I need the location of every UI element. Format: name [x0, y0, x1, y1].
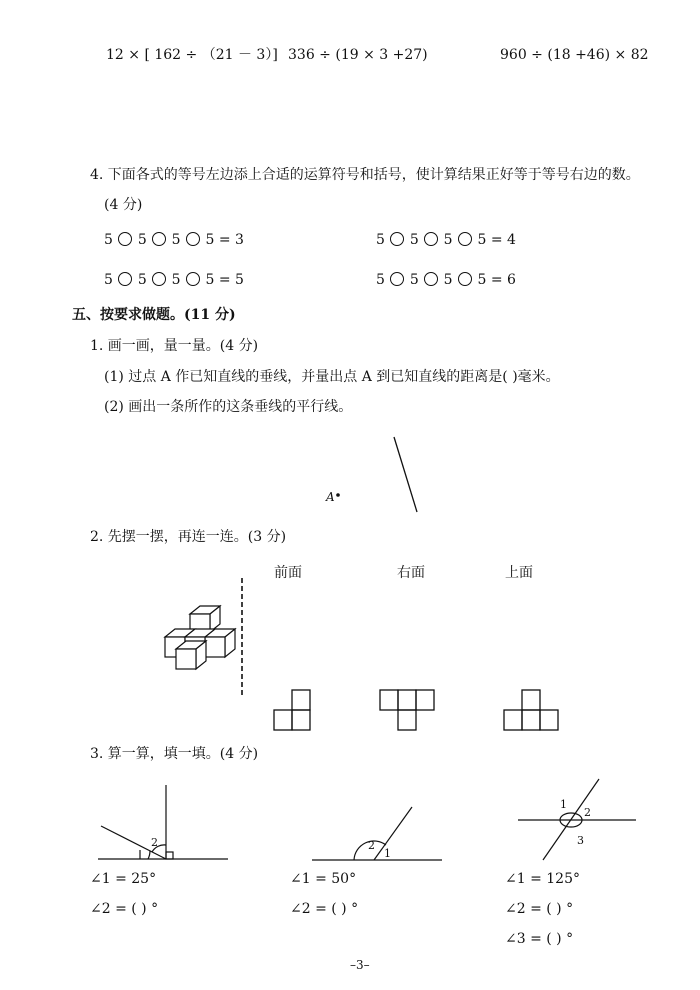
q4-text: 4. 下面各式的等号左边添上合适的运算符号和括号，使计算结果正好等于等号右边的数。	[90, 167, 640, 183]
angle-figure-1	[98, 785, 228, 859]
fig1-label-2: 2	[151, 836, 158, 849]
col3-angle3[interactable]: ∠3 = ( ) °	[505, 931, 574, 947]
fig2-label-2: 2	[368, 839, 375, 852]
q5-2-title: 2. 先摆一摆，再连一连。(3 分)	[90, 529, 287, 545]
view-label-front: 前面	[274, 565, 302, 581]
expression-1: 12 × [ 162 ÷ （21 － 3）]	[106, 47, 278, 63]
section5-title: 五、按要求做题。(11 分)	[72, 307, 236, 323]
equation-3: 5 5 5 5 = 5	[104, 272, 244, 288]
equation-2: 5 5 5 5 = 4	[376, 232, 516, 248]
fig3-label-2: 2	[584, 806, 591, 819]
view-top	[504, 690, 558, 730]
view-label-top: 上面	[505, 565, 533, 581]
col2-angle1: ∠1 = 50°	[290, 871, 357, 887]
fig2-label-1: 1	[384, 847, 391, 860]
q5-1-part1: (1) 过点 A 作已知直线的垂线，并量出点 A 到已知直线的距离是( )毫米。	[104, 369, 560, 385]
col1-angle1: ∠1 = 25°	[90, 871, 157, 887]
view-right	[380, 690, 434, 730]
point-a-label: A	[326, 490, 335, 504]
col3-angle1: ∠1 = 125°	[505, 871, 580, 887]
cube-assembly	[165, 606, 235, 669]
point-a-dot	[336, 493, 340, 497]
fig3-label-1: 1	[560, 798, 567, 811]
q5-1-part2: (2) 画出一条所作的这条垂线的平行线。	[104, 399, 353, 415]
given-line	[394, 437, 417, 512]
equation-4: 5 5 5 5 = 6	[376, 272, 516, 288]
view-label-right: 右面	[397, 565, 425, 581]
q5-1-title: 1. 画一画，量一量。(4 分)	[90, 338, 259, 354]
equation-1: 5 5 5 5 = 3	[104, 232, 244, 248]
angle-figure-2	[312, 807, 442, 860]
angle-figure-3	[518, 779, 636, 860]
col3-angle2[interactable]: ∠2 = ( ) °	[505, 901, 574, 917]
q4-points: (4 分)	[104, 197, 143, 213]
q5-3-title: 3. 算一算，填一填。(4 分)	[90, 746, 259, 762]
fig3-label-3: 3	[577, 834, 584, 847]
view-front	[274, 690, 310, 730]
expression-3: 960 ÷ (18 +46) × 82	[500, 47, 649, 63]
col1-angle2[interactable]: ∠2 = ( ) °	[90, 901, 159, 917]
page-number: –3–	[350, 958, 370, 972]
expression-2: 336 ÷ (19 × 3 +27)	[288, 47, 428, 63]
col2-angle2[interactable]: ∠2 = ( ) °	[290, 901, 359, 917]
